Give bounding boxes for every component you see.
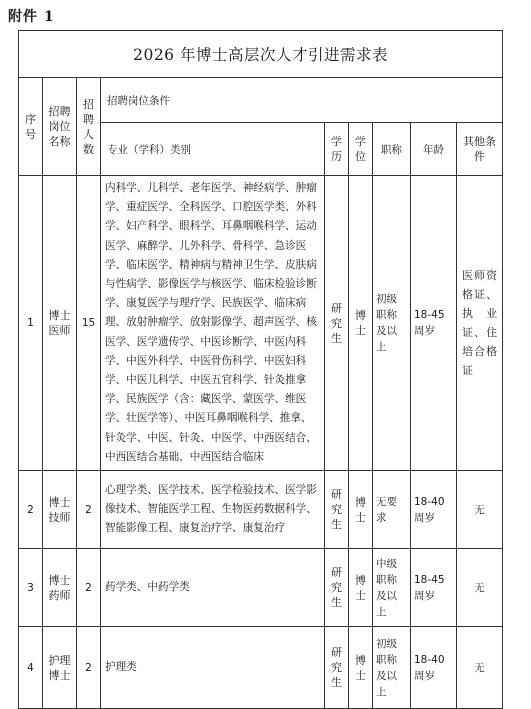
- row-education: 研究生: [325, 627, 349, 709]
- row-education: 研究生: [325, 176, 349, 471]
- row-title: 初级职称及以上: [373, 627, 411, 709]
- header-age: 年龄: [411, 123, 457, 176]
- row-count: 15: [77, 176, 101, 471]
- row-major: 内科学、儿科学、老年医学、神经病学、肿瘤学、重症医学、全科医学、口腔医学类、外科学、妇产科学、眼科学、耳鼻咽喉科学、运动医学、麻醉学、儿外科学、骨科学、急诊医学、临床医学、精神病与精神卫生学、皮肤病与性病学、影像医学与核医学、临床检验诊断学、康复医学与理疗学、民族医学、临床病理、放射肿瘤学、放射影像学、超声医学、核医学、医学遗传学、中医诊断学、中医内科学、中医外科学、中医骨伤科学、中医妇科学、中医儿科学、中医五官科学、针灸推拿学、民族医学（含：藏医学、蒙医学、维医学、壮医学等）、中医耳鼻咽喉科学、推拿、针灸学、中医、针灸、中医学、中西医结合、中西医结合基础、中西医结合临床: [101, 176, 325, 471]
- row-other: 无: [457, 549, 503, 627]
- row-seq: 2: [19, 471, 43, 549]
- header-conditions: 招聘岗位条件: [101, 78, 503, 123]
- attachment-label: 附件 1: [8, 9, 55, 25]
- row-degree: 博士: [349, 627, 373, 709]
- row-title: 无要求: [373, 471, 411, 549]
- header-position: 招聘岗位名称: [43, 78, 77, 176]
- row-major: 药学类、中药学类: [101, 549, 325, 627]
- row-education: 研究生: [325, 549, 349, 627]
- header-degree: 学位: [349, 123, 373, 176]
- row-count: 2: [77, 549, 101, 627]
- row-education: 研究生: [325, 471, 349, 549]
- row-age: 18-40周岁: [411, 471, 457, 549]
- table-row: [19, 549, 503, 627]
- row-title: 中级职称及以上: [373, 549, 411, 627]
- row-degree: 博士: [349, 549, 373, 627]
- header-seq: 序号: [19, 78, 43, 176]
- row-seq: 4: [19, 627, 43, 709]
- row-count: 2: [77, 627, 101, 709]
- header-major: 专业（学科）类别: [101, 123, 325, 176]
- header-other: 其他条件: [457, 123, 503, 176]
- table-row: [19, 627, 503, 709]
- row-major: 护理类: [101, 627, 325, 709]
- row-other: 医师资格证、执业证、住培合格证: [457, 176, 503, 471]
- table-row: [19, 176, 503, 471]
- row-other: 无: [457, 627, 503, 709]
- row-age: 18-45周岁: [411, 549, 457, 627]
- row-count: 2: [77, 471, 101, 549]
- table-row: [19, 471, 503, 549]
- row-seq: 1: [19, 176, 43, 471]
- recruitment-table: [18, 30, 503, 709]
- header-title: 职称: [373, 123, 411, 176]
- row-age: 18-45周岁: [411, 176, 457, 471]
- row-major: 心理学类、医学技术、医学检验技术、医学影像技术、智能医学工程、生物医药数据科学、智能影像工程、康复治疗学、康复治疗: [101, 471, 325, 549]
- row-seq: 3: [19, 549, 43, 627]
- row-degree: 博士: [349, 471, 373, 549]
- row-other: 无: [457, 471, 503, 549]
- row-position: 护理博士: [43, 627, 77, 709]
- header-count: 招聘人数: [77, 78, 101, 176]
- row-title: 初级职称及以上: [373, 176, 411, 471]
- row-position: 博士医师: [43, 176, 77, 471]
- row-degree: 博士: [349, 176, 373, 471]
- header-education: 学历: [325, 123, 349, 176]
- row-position: 博士技师: [43, 471, 77, 549]
- row-age: 18-40周岁: [411, 627, 457, 709]
- table-title: 2026 年博士高层次人才引进需求表: [19, 31, 503, 78]
- row-position: 博士药师: [43, 549, 77, 627]
